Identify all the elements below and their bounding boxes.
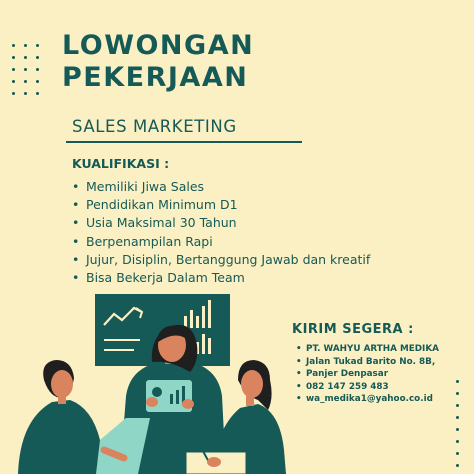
qualification-item: • Pendidikan Minimum D1 [72, 196, 370, 214]
job-position: SALES MARKETING [72, 117, 237, 136]
contact-city: • Panjer Denpasar [296, 368, 439, 381]
qualification-item: • Memiliki Jiwa Sales [72, 178, 370, 196]
contact-list [296, 343, 439, 406]
qualification-item: • Usia Maksimal 30 Tahun [72, 214, 370, 232]
qualification-item: • Berpenampilan Rapi [72, 233, 370, 251]
qualifications-heading: KUALIFIKASI : [72, 156, 170, 171]
contact-email[interactable]: • wa_medika1@yahoo.co.id [296, 393, 439, 406]
contact-company: • PT. WAHYU ARTHA MEDIKA [296, 343, 439, 356]
send-heading: KIRIM SEGERA : [292, 322, 414, 337]
qualification-item: • Jujur, Disiplin, Bertanggung Jawab dan kreatif [72, 251, 370, 269]
contact-phone[interactable]: • 082 147 259 483 [296, 381, 439, 394]
title-line-2: PEKERJAAN [62, 62, 249, 93]
contact-address: • Jalan Tukad Barito No. 8B, [296, 356, 439, 369]
title-line-1: LOWONGAN [62, 30, 255, 61]
qualification-item: • Bisa Bekerja Dalam Team [72, 269, 370, 287]
